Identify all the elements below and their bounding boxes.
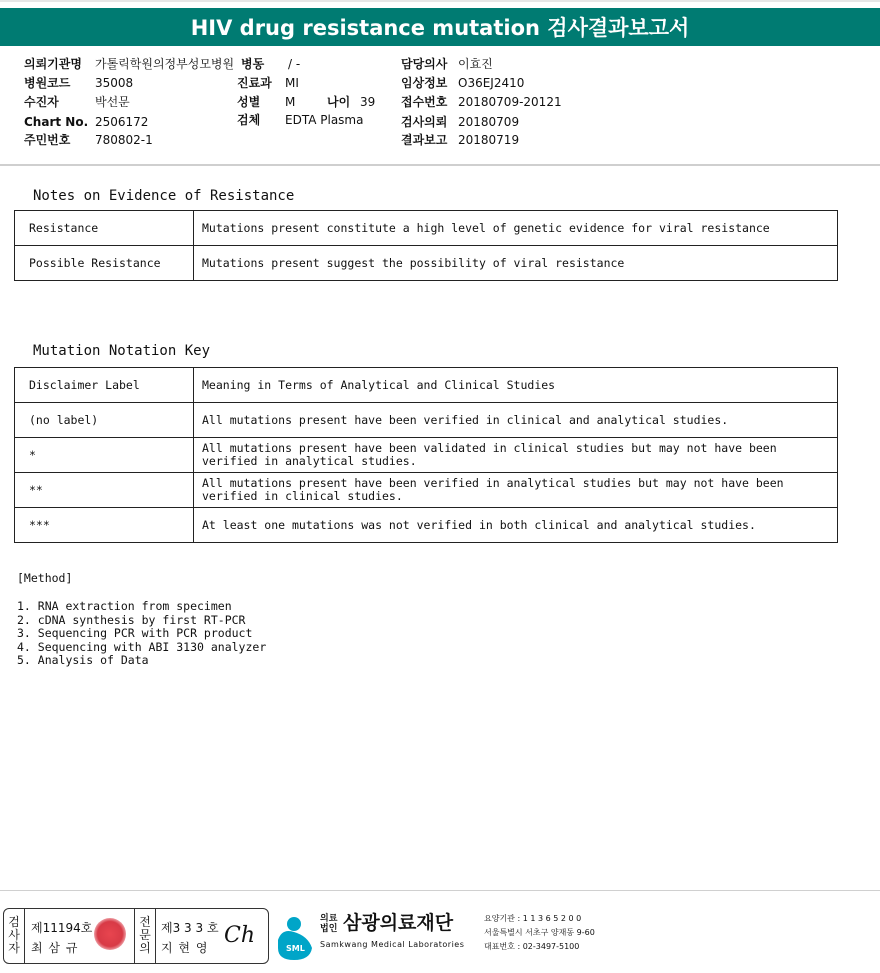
receipt-label: 접수번호 <box>401 95 448 109</box>
org-address: 서울특별시 서초구 양재동 9-60 <box>484 928 595 937</box>
method-step: 4. Sequencing with ABI 3130 analyzer <box>17 639 267 654</box>
key-text: All mutations present have been verified in clinical and analytical studies. <box>194 403 838 438</box>
footer-divider <box>0 890 880 891</box>
notes-text: Mutations present suggest the possibility of viral resistance <box>194 246 838 281</box>
report-date-value: 20180719 <box>458 133 520 147</box>
doctor-value: 이효진 <box>458 57 493 71</box>
org-phone: 대표번호 : 02-3497-5100 <box>484 942 580 951</box>
method-step: 1. RNA extraction from specimen <box>17 599 232 613</box>
key-label: *** <box>15 508 194 543</box>
specimen-value: EDTA Plasma <box>285 113 364 127</box>
doctor-label: 담당의사 <box>401 57 448 71</box>
ward-value: / - <box>288 57 301 71</box>
divider <box>134 909 135 963</box>
sex-label: 성별 <box>237 95 261 109</box>
notes-table <box>14 210 838 281</box>
key-text: At least one mutations was not verified in both clinical and analytical studies. <box>194 508 838 543</box>
table-row <box>15 246 838 281</box>
age-value: 39 <box>360 95 376 109</box>
tester-label: 검사자 <box>8 915 20 955</box>
hospital-value: 가톨릭학원의정부성모병원 <box>95 57 235 71</box>
rrn-label: 주민번호 <box>24 133 71 147</box>
report-date-label: 결과보고 <box>401 133 448 147</box>
sex-value: M <box>285 95 296 109</box>
key-label: (no label) <box>15 403 194 438</box>
table-row <box>15 211 838 246</box>
clinical-label: 임상정보 <box>401 76 448 90</box>
divider <box>155 909 156 963</box>
org-name: 삼광의료재단 <box>343 912 454 934</box>
collector-value: 박선문 <box>95 95 130 109</box>
table-row <box>15 438 838 473</box>
code-label: 병원코드 <box>24 76 71 90</box>
method-step: 2. cDNA synthesis by first RT-PCR <box>17 612 246 627</box>
specialist-name: 지 현 영 <box>161 941 209 955</box>
receipt-value: 20180709-20121 <box>458 95 562 109</box>
method-title: [Method] <box>17 571 73 585</box>
key-text: Meaning in Terms of Analytical and Clinical Studies <box>194 368 838 403</box>
age-label: 나이 <box>327 95 351 109</box>
org-english-name: Samkwang Medical Laboratories <box>320 940 465 949</box>
key-label: * <box>15 438 194 473</box>
code-value: 35008 <box>95 76 134 90</box>
header-divider <box>0 164 880 166</box>
dept-label: 진료과 <box>237 76 272 90</box>
key-table <box>14 367 838 543</box>
hospital-label: 의뢰기관명 <box>24 57 82 71</box>
chart-label: Chart No. <box>24 115 89 129</box>
seal-stamp <box>94 918 126 950</box>
table-row <box>15 368 838 403</box>
chart-value: 2506172 <box>95 115 149 129</box>
rrn-value: 780802-1 <box>95 133 153 147</box>
table-row <box>15 508 838 543</box>
method-step: 5. Analysis of Data <box>17 653 149 667</box>
org-code: 요양기관 : 1 1 3 6 5 2 0 0 <box>484 914 582 923</box>
divider <box>24 909 25 963</box>
org-prefix: 의료법인 <box>320 914 338 934</box>
sml-logo-icon <box>272 910 318 962</box>
clinical-value: O36EJ2410 <box>458 76 525 90</box>
key-text: All mutations present have been verified in analytical studies but may not have been verified in clinical studies. <box>194 473 838 508</box>
request-value: 20180709 <box>458 115 520 129</box>
ward-label: 병동 <box>241 57 265 71</box>
key-text: All mutations present have been validated in clinical studies but may not have been verified in analytical studies. <box>194 438 838 473</box>
signature-box <box>3 908 269 964</box>
notes-label: Resistance <box>15 211 194 246</box>
signature: Ch <box>224 923 256 948</box>
method-step: 3. Sequencing PCR with PCR product <box>17 626 253 640</box>
notes-text: Mutations present constitute a high level of genetic evidence for viral resistance <box>194 211 838 246</box>
request-label: 검사의뢰 <box>401 115 448 129</box>
specialist-number: 제3 3 3 호 <box>161 921 219 935</box>
table-row <box>15 403 838 438</box>
key-label: ** <box>15 473 194 508</box>
table-row <box>15 473 838 508</box>
logo-text: SML <box>286 944 305 953</box>
notes-title: Notes on Evidence of Resistance <box>33 188 295 204</box>
tester-number: 제11194호 <box>31 921 93 935</box>
report-title: HIV drug resistance mutation 검사결과보고서 <box>0 8 880 46</box>
key-label: Disclaimer Label <box>15 368 194 403</box>
method-steps <box>17 600 266 668</box>
notes-label: Possible Resistance <box>15 246 194 281</box>
key-title: Mutation Notation Key <box>33 343 211 359</box>
tester-name: 최 삼 규 <box>31 941 79 955</box>
dept-value: MI <box>285 76 299 90</box>
specialist-label: 전문의 <box>139 915 151 955</box>
collector-label: 수진자 <box>24 95 59 109</box>
top-border <box>0 0 880 2</box>
specimen-label: 검체 <box>237 113 261 127</box>
